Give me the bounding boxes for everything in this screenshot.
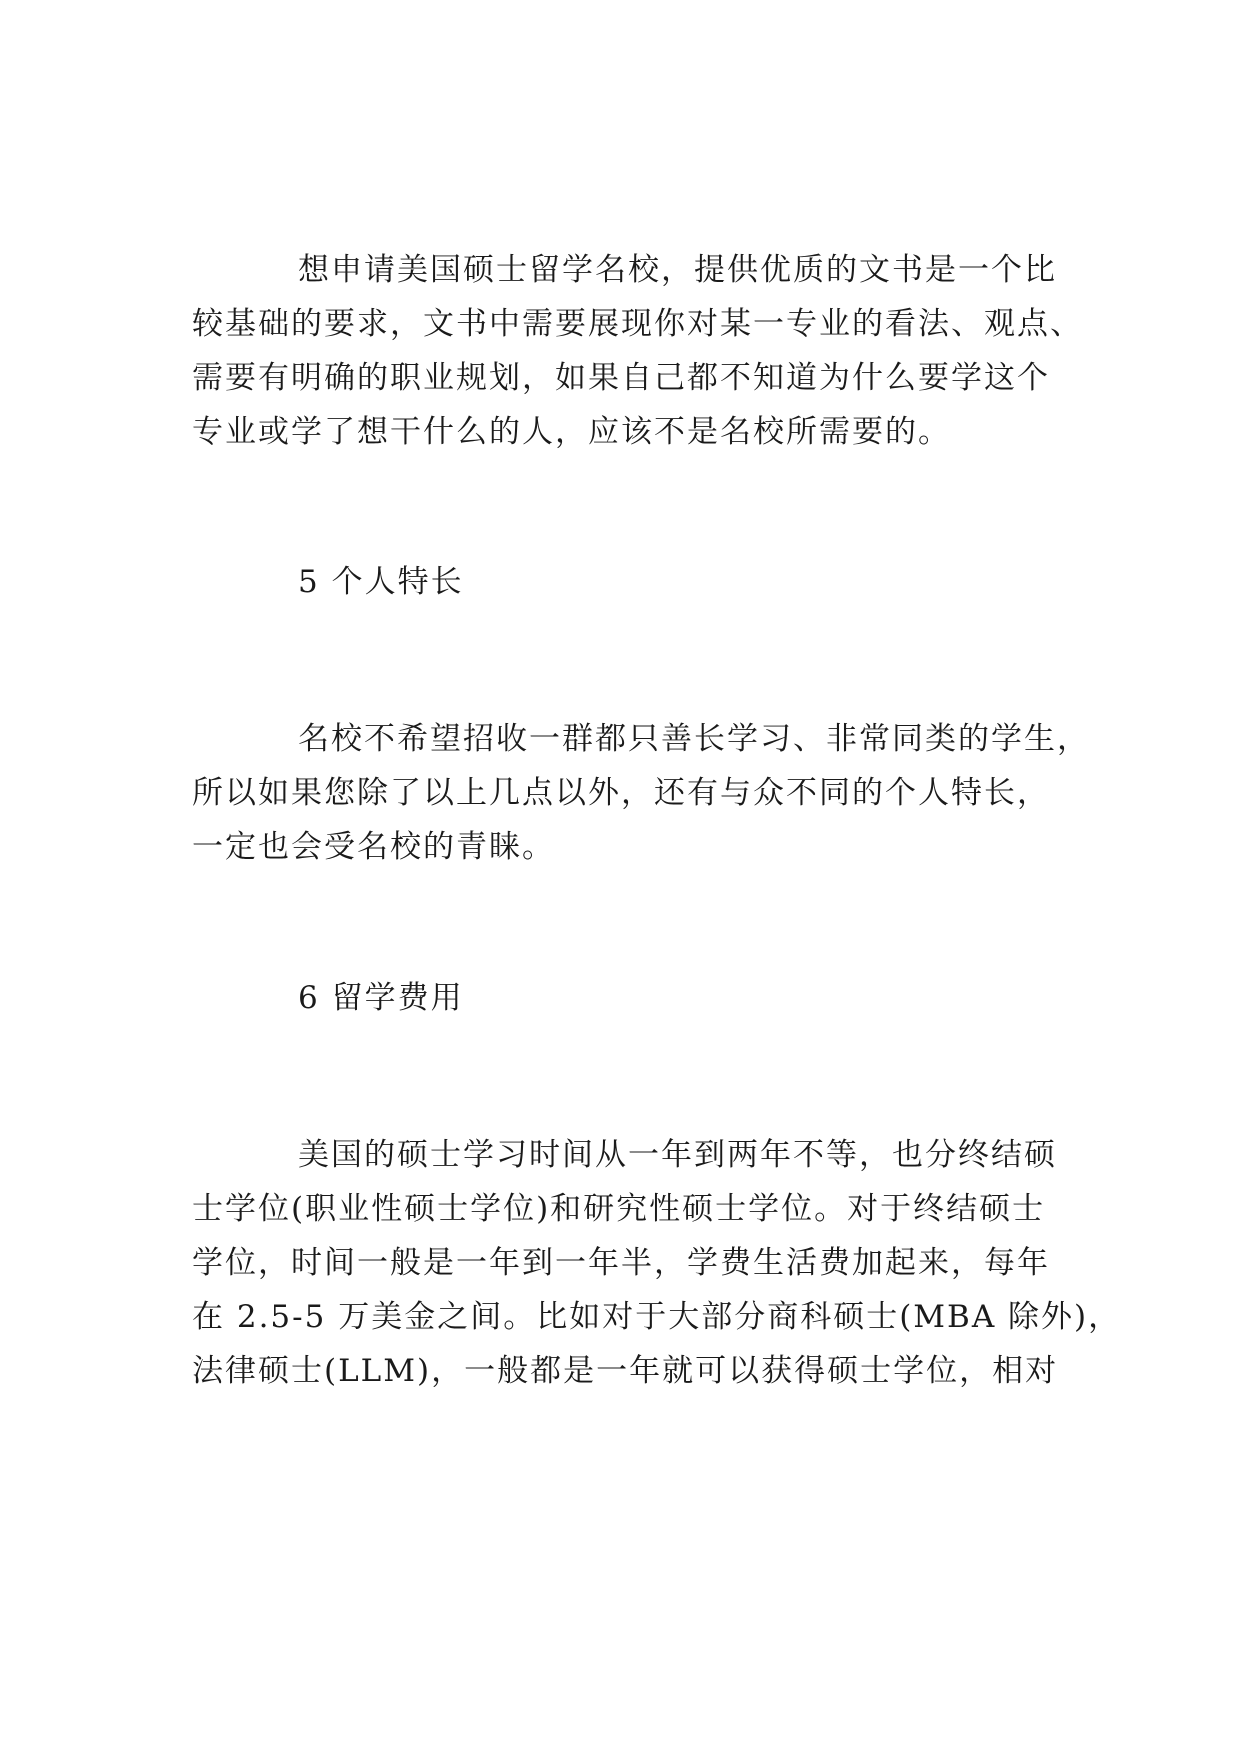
paragraph-3-line: 士学位(职业性硕士学位)和研究性硕士学位。对于终结硕士 bbox=[192, 1191, 1046, 1227]
paragraph-1-line: 想申请美国硕士留学名校，提供优质的文书是一个比 bbox=[298, 252, 1057, 288]
paragraph-3-line: 美国的硕士学习时间从一年到两年不等，也分终结硕 bbox=[298, 1137, 1057, 1173]
paragraph-1-line: 较基础的要求，文书中需要展现你对某一专业的看法、观点、 bbox=[192, 306, 1083, 342]
paragraph-1-line: 需要有明确的职业规划，如果自己都不知道为什么要学这个 bbox=[192, 360, 1050, 396]
section-heading-6: 6 留学费用 bbox=[298, 980, 464, 1016]
paragraph-2-line: 名校不希望招收一群都只善长学习、非常同类的学生， bbox=[298, 721, 1090, 757]
paragraph-2-line: 所以如果您除了以上几点以外，还有与众不同的个人特长， bbox=[192, 775, 1050, 811]
section-heading-5: 5 个人特长 bbox=[298, 564, 464, 600]
paragraph-1-line: 专业或学了想干什么的人，应该不是名校所需要的。 bbox=[192, 414, 951, 450]
paragraph-3-line: 学位，时间一般是一年到一年半，学费生活费加起来，每年 bbox=[192, 1245, 1050, 1281]
paragraph-3-line: 在 2.5-5 万美金之间。比如对于大部分商科硕士(MBA 除外)， bbox=[192, 1299, 1122, 1335]
paragraph-3-line: 法律硕士(LLM)，一般都是一年就可以获得硕士学位，相对 bbox=[192, 1353, 1059, 1389]
paragraph-2-line: 一定也会受名校的青睐。 bbox=[192, 829, 555, 865]
